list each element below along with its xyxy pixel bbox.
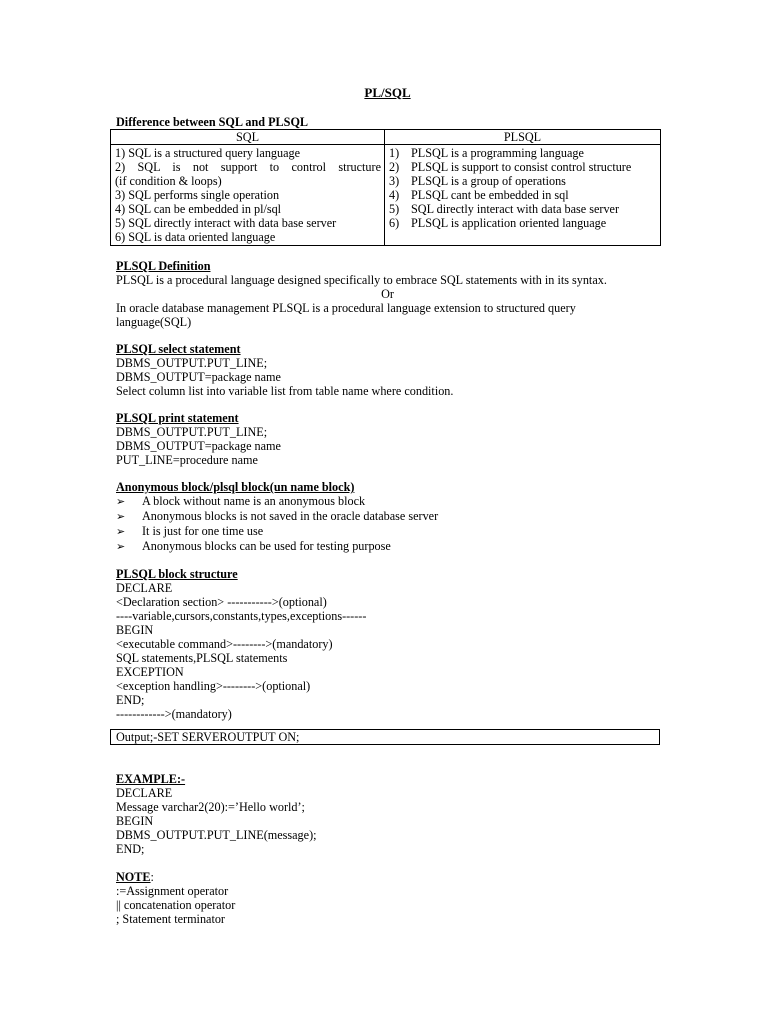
anonymous-block-heading: Anonymous block/plsql block(un name block): [116, 480, 355, 494]
block-structure-heading: PLSQL block structure: [116, 567, 238, 581]
comparison-table: [110, 129, 661, 246]
print-statement-line: PUT_LINE=procedure name: [116, 453, 258, 467]
arrowhead-bullet-icon: ➢: [116, 540, 126, 553]
block-structure-line: EXCEPTION: [116, 665, 184, 679]
note-heading: NOTE: [116, 870, 151, 884]
block-structure-line: BEGIN: [116, 623, 154, 637]
definition-text: PLSQL is a procedural language designed specifically to embrace SQL statements with in its syntax.: [116, 273, 607, 287]
print-statement-line: DBMS_OUTPUT=package name: [116, 439, 281, 453]
select-statement-section: [116, 342, 659, 398]
block-structure-line: DECLARE: [116, 581, 173, 595]
block-structure-line: <executable command>-------->(mandatory): [116, 637, 333, 651]
list-item: ➢ Anonymous blocks can be used for testing purpose: [116, 539, 391, 553]
print-statement-section: [116, 411, 659, 467]
block-structure-line: END;: [116, 693, 145, 707]
plsql-cell: [385, 145, 661, 246]
sql-line: 1) SQL is a structured query language: [115, 146, 301, 160]
print-statement-line: DBMS_OUTPUT.PUT_LINE;: [116, 425, 268, 439]
output-box: Output;-SET SERVEROUTPUT ON;: [110, 729, 660, 745]
block-structure-line: ------------>(mandatory): [116, 707, 232, 721]
sql-line: 3) SQL performs single operation: [115, 188, 280, 202]
list-item: ➢ It is just for one time use: [116, 524, 264, 538]
block-structure-line: SQL statements,PLSQL statements: [116, 651, 288, 665]
arrowhead-bullet-icon: ➢: [116, 495, 126, 508]
select-statement-line: DBMS_OUTPUT.PUT_LINE;: [116, 356, 268, 370]
anonymous-block-section: [116, 480, 659, 554]
select-statement-line: DBMS_OUTPUT=package name: [116, 370, 281, 384]
sql-line: 4) SQL can be embedded in pl/sql: [115, 202, 282, 216]
example-line: END;: [116, 842, 145, 856]
table-row: [111, 145, 661, 246]
note-line: || concatenation operator: [116, 898, 236, 912]
page-title: PL/SQL: [364, 85, 411, 100]
column-header-sql: SQL: [111, 130, 385, 145]
example-line: DBMS_OUTPUT.PUT_LINE(message);: [116, 828, 317, 842]
note-line: ; Statement terminator: [116, 912, 225, 926]
sql-line: 6) SQL is data oriented language: [115, 230, 276, 244]
note-section: [116, 870, 659, 926]
print-statement-heading: PLSQL print statement: [116, 411, 239, 425]
definition-heading: PLSQL Definition: [116, 259, 211, 273]
example-line: Message varchar2(20):=’Hello world’;: [116, 800, 305, 814]
example-line: BEGIN: [116, 814, 154, 828]
list-item: ➢ Anonymous blocks is not saved in the oracle database server: [116, 509, 439, 523]
sql-line: (if condition & loops): [115, 174, 222, 188]
note-heading-suffix: :: [150, 870, 154, 884]
definition-or: Or: [381, 287, 394, 301]
plsql-item: 2) PLSQL is support to consist control structure: [389, 160, 632, 174]
plsql-item: 4) PLSQL cant be embedded in sql: [389, 188, 569, 202]
select-statement-heading: PLSQL select statement: [116, 342, 241, 356]
block-structure-section: [116, 567, 659, 721]
column-header-plsql: PLSQL: [385, 130, 661, 145]
example-section: [116, 772, 659, 856]
sql-line: 2) SQL is not support to control structure: [115, 160, 381, 174]
list-item: ➢ A block without name is an anonymous block: [116, 494, 366, 508]
plsql-item: 1) PLSQL is a programming language: [389, 146, 584, 160]
block-structure-line: <exception handling>-------->(optional): [116, 679, 311, 693]
block-structure-line: <Declaration section> ----------->(optional): [116, 595, 327, 609]
note-line: :=Assignment operator: [116, 884, 229, 898]
arrowhead-bullet-icon: ➢: [116, 525, 126, 538]
difference-heading: Difference between SQL and PLSQL: [116, 115, 309, 129]
definition-text: In oracle database management PLSQL is a procedural language extension to structured query: [116, 301, 576, 315]
example-line: DECLARE: [116, 786, 173, 800]
definition-text: language(SQL): [116, 315, 192, 329]
example-heading: EXAMPLE:-: [116, 772, 186, 786]
table-header-row: [111, 130, 661, 145]
plsql-item: 5) SQL directly interact with data base server: [389, 202, 620, 216]
plsql-item: 3) PLSQL is a group of operations: [389, 174, 566, 188]
arrowhead-bullet-icon: ➢: [116, 510, 126, 523]
note-heading-line: [116, 870, 659, 884]
block-structure-line: ----variable,cursors,constants,types,exceptions------: [116, 609, 367, 623]
document-page: [116, 86, 659, 926]
plsql-item: 6) PLSQL is application oriented language: [389, 216, 607, 230]
definition-section: [116, 259, 659, 329]
sql-cell: [111, 145, 385, 246]
sql-line: 5) SQL directly interact with data base server: [115, 216, 337, 230]
select-statement-line: Select column list into variable list from table name where condition.: [116, 384, 454, 398]
